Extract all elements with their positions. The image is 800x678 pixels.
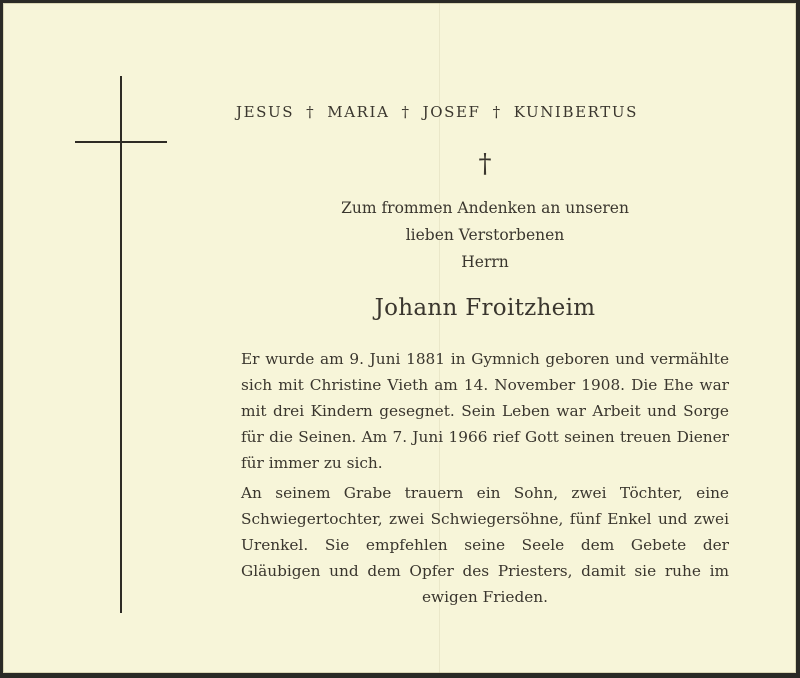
deceased-name: Johann Froitzheim xyxy=(374,295,596,321)
intro-line-1: Zum frommen Andenken an unseren xyxy=(341,199,629,217)
name-kunibertus: KUNIBERTUS xyxy=(513,103,638,121)
holy-names-line xyxy=(236,103,736,121)
intro-line-3: Herrn xyxy=(461,253,509,271)
memorial-card xyxy=(3,3,796,673)
separator-cross-icon: † xyxy=(492,103,502,121)
intro-line-2: lieben Verstorbenen xyxy=(405,226,565,244)
name-josef: JOSEF xyxy=(422,103,481,121)
cross-horizontal-bar xyxy=(75,141,167,143)
mourners-paragraph: An seinem Grabe trauern ein Sohn, zwei Töchter, eine Schwiegertochter, zwei Schwiegersöhne, fünf Enkel und zwei Urenkel. Sie empfehlen seine Seele dem Gebete der Gläubigen und dem Opfer des Priesters, damit sie ruhe im ewigen Frieden. xyxy=(241,484,729,606)
biography-paragraph: Er wurde am 9. Juni 1881 in Gymnich geboren und vermählte sich mit Christine Vieth am 14. November 1908. Die Ehe war mit drei Kindern gesegnet. Sein Leben war Arbeit und Sorge für die Seinen. Am 7. Juni 1966 rief Gott seinen treuen Diener für immer zu sich. xyxy=(241,350,729,472)
separator-cross-icon: † xyxy=(401,103,411,121)
name-jesus: JESUS xyxy=(236,103,295,121)
cross-vertical-bar xyxy=(120,76,122,613)
small-cross-icon: † xyxy=(478,149,492,179)
intro-text xyxy=(243,195,727,276)
name-maria: MARIA xyxy=(327,103,390,121)
separator-cross-icon: † xyxy=(306,103,316,121)
